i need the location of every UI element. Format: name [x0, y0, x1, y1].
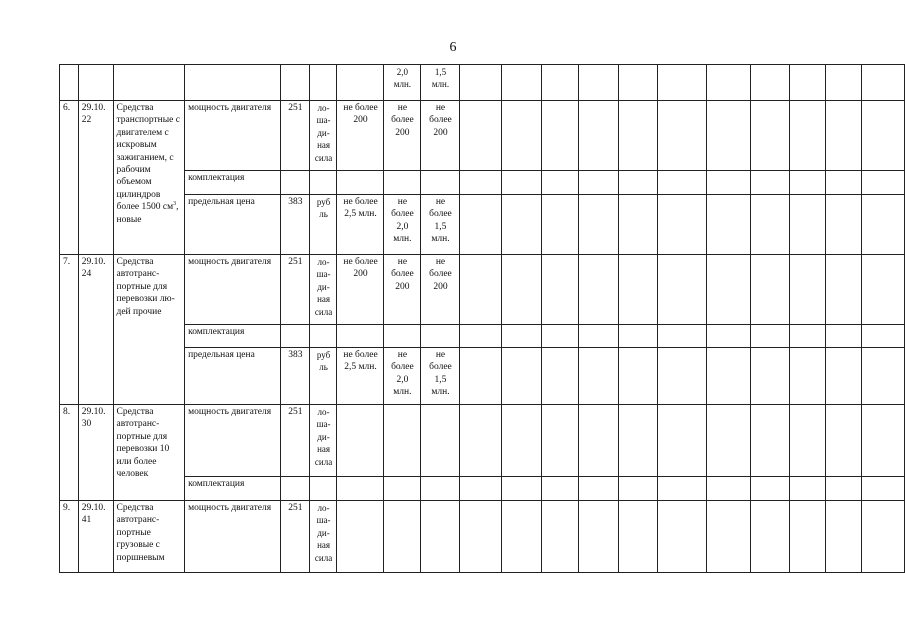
characteristic-name: предельная цена [185, 195, 280, 255]
okei-code: 383 [280, 195, 310, 255]
item-name: Средства автотранс-портные для перевозки лю-дей прочие [113, 255, 185, 405]
value-2: не более 200 [384, 255, 421, 325]
value-2: не более 200 [384, 101, 421, 171]
value-3: не более 1,5 млн. [420, 348, 460, 405]
row-number: 6. [60, 101, 79, 255]
value-1: не более 2,5 млн. [336, 195, 383, 255]
characteristic-name: мощность двигателя [185, 405, 280, 477]
unit-name: руб ль [310, 348, 337, 405]
characteristic-name: комплектация [185, 477, 280, 501]
okei-code: 251 [280, 101, 310, 171]
okpd-code: 29.10. 30 [78, 405, 113, 501]
table-row [60, 405, 905, 477]
unit-name: ло- ша- ди- ная сила [310, 405, 337, 477]
cell-value: 1,5 млн. [420, 65, 460, 101]
item-name: Средства автотранс-портные грузовые с поршневым [113, 501, 185, 573]
value-2: не более 2,0 млн. [384, 348, 421, 405]
value-2: не более 2,0 млн. [384, 195, 421, 255]
value-1: не более 200 [336, 101, 383, 171]
unit-name: ло- ша- ди- ная сила [310, 101, 337, 171]
okpd-code: 29.10. 24 [78, 255, 113, 405]
characteristic-name: мощность двигателя [185, 255, 280, 325]
characteristic-name: предельная цена [185, 348, 280, 405]
unit-name: ло- ша- ди- ная сила [310, 255, 337, 325]
unit-name: ло- ша- ди- ная сила [310, 501, 337, 573]
table-row [60, 477, 905, 501]
table-row [60, 195, 905, 255]
okei-code: 251 [280, 405, 310, 477]
okpd-code: 29.10. 41 [78, 501, 113, 573]
value-3: не более 1,5 млн. [420, 195, 460, 255]
row-number: 9. [60, 501, 79, 573]
characteristic-name: мощность двигателя [185, 101, 280, 171]
item-name: Средства автотранс-портные для перевозки 10 или более человек [113, 405, 185, 501]
okpd-code: 29.10. 22 [78, 101, 113, 255]
characteristic-name: мощность двигателя [185, 501, 280, 573]
table-row [60, 101, 905, 171]
value-3: не более 200 [420, 101, 460, 171]
row-number: 8. [60, 405, 79, 501]
value-3: не более 200 [420, 255, 460, 325]
table-row [60, 255, 905, 325]
row-number: 7. [60, 255, 79, 405]
okei-code: 251 [280, 501, 310, 573]
unit-name: руб ль [310, 195, 337, 255]
characteristic-name: комплектация [185, 325, 280, 348]
item-name: Средства транспортные с двигателем с искровым зажиганием, с рабочим объемом цилиндров более 1500 $см^3$, новые [113, 101, 185, 255]
table-row [60, 348, 905, 405]
continuation-row [60, 65, 905, 101]
table-row [60, 501, 905, 573]
table-row [60, 171, 905, 195]
cell-value: 2,0 млн. [384, 65, 421, 101]
okei-code: 251 [280, 255, 310, 325]
okei-code: 383 [280, 348, 310, 405]
requirements-table [59, 64, 905, 573]
value-1: не более 2,5 млн. [336, 348, 383, 405]
page-number: 6 [449, 40, 457, 55]
value-1: не более 200 [336, 255, 383, 325]
table-row [60, 325, 905, 348]
characteristic-name: комплектация [185, 171, 280, 195]
